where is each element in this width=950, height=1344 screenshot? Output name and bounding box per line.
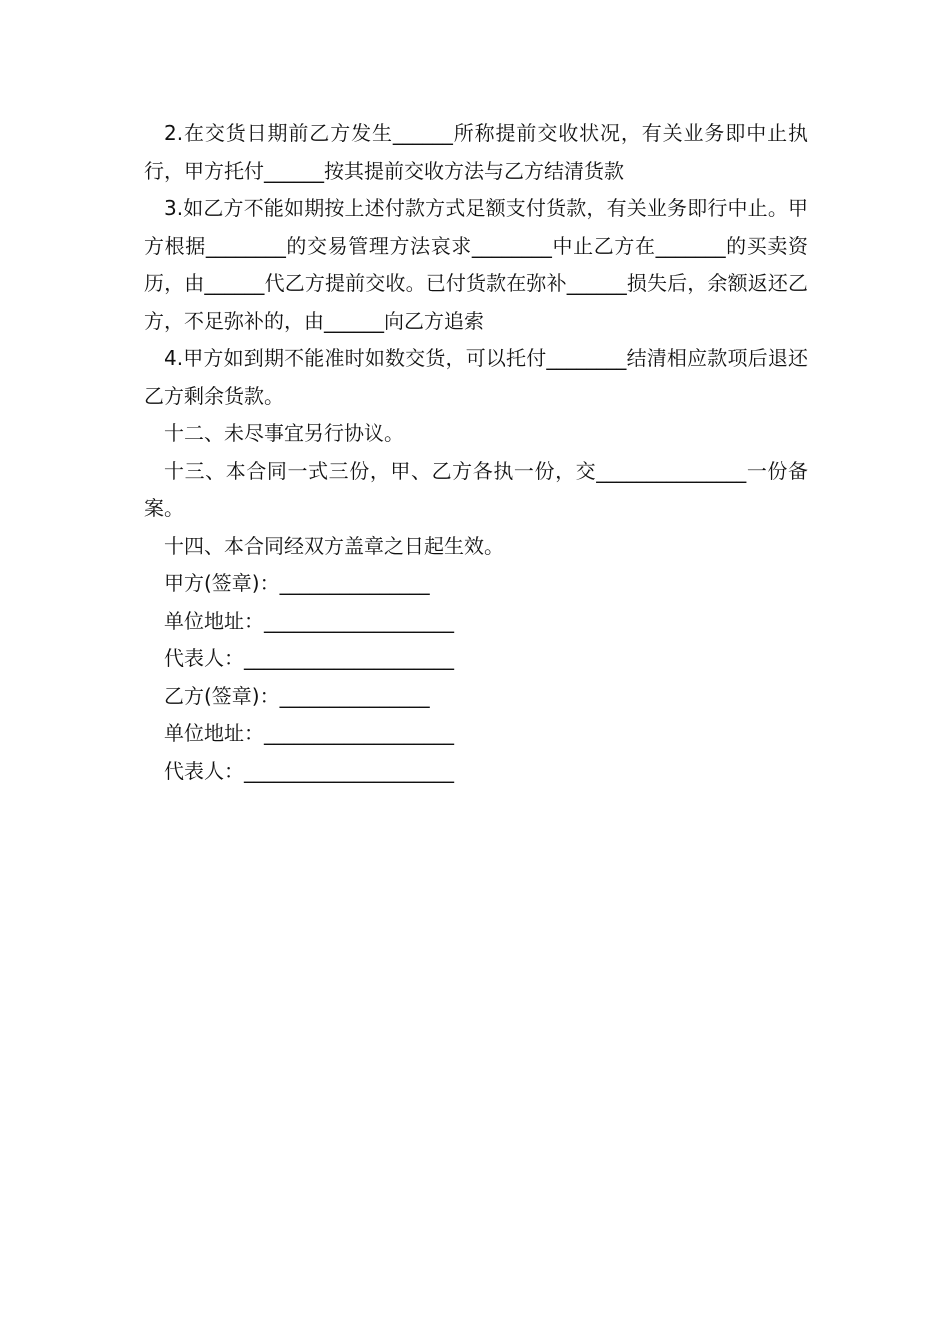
clause-4-delivery-default: 4.甲方如到期不能准时如数交货，可以托付________结清相应款项后退还乙方剩余货款。	[144, 346, 808, 408]
party-a-signature-line: 甲方(签章)：_______________	[164, 571, 430, 595]
document-body	[144, 115, 808, 790]
party-a-representative-line: 代表人：_____________________	[164, 646, 454, 670]
article-12: 十二、未尽事宜另行协议。	[164, 421, 404, 445]
clause-3-payment-default: 3.如乙方不能如期按上述付款方式足额支付货款，有关业务即行中止。甲方根据________的交易管理方法哀求________中止乙方在_______的买卖资历，由______代乙方提前交收。已付货款在弥补______损失后，余额返还乙方，不足弥补的，由______向乙方追索	[144, 196, 808, 333]
signature-block	[144, 565, 808, 790]
party-a-address-line: 单位地址：___________________	[164, 608, 454, 633]
article-13: 十三、本合同一式三份，甲、乙方各执一份，交_______________一份备案。	[144, 458, 808, 520]
clause-2-early-delivery: 2.在交货日期前乙方发生______所称提前交收状况，有关业务即中止执行，甲方托付______按其提前交收方法与乙方结清货款	[144, 121, 808, 183]
article-14: 十四、本合同经双方盖章之日起生效。	[164, 533, 504, 558]
party-b-address-line: 单位地址：___________________	[164, 721, 454, 745]
party-b-signature-line: 乙方(签章)：_______________	[164, 683, 430, 708]
party-b-representative-line: 代表人：_____________________	[164, 758, 454, 783]
